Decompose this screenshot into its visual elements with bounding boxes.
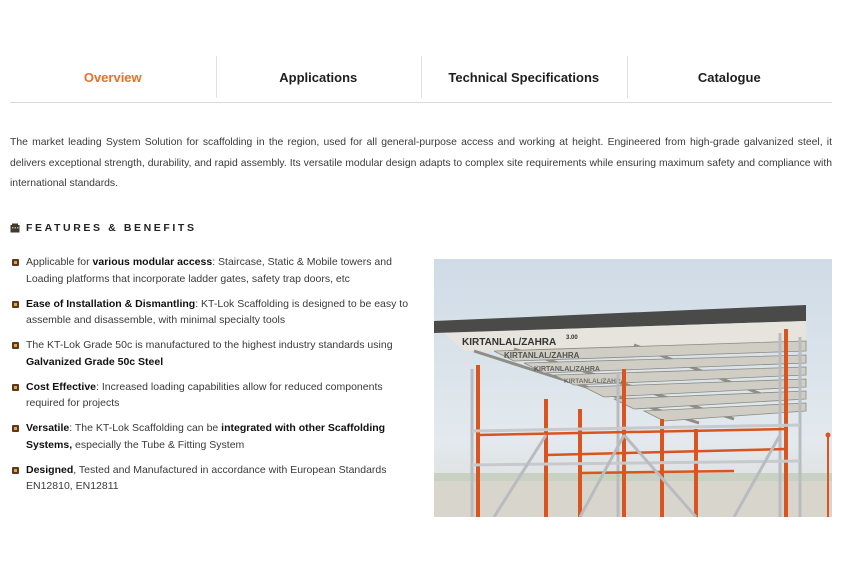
features-heading-text: FEATURES & BENEFITS bbox=[26, 222, 197, 234]
tab-technical-specifications[interactable]: Technical Specifications bbox=[421, 52, 627, 102]
square-bullet-icon bbox=[12, 342, 19, 349]
feature-item: Cost Effective: Increased loading capabilities allow for reduced components required for projects bbox=[10, 379, 420, 412]
feature-item: Ease of Installation & Dismantling: KT-Lok Scaffolding is designed to be easy to assemble and disassemble, with minimal specialty tools bbox=[10, 296, 420, 329]
scaffolding-photo bbox=[434, 259, 832, 517]
square-bullet-icon bbox=[12, 301, 19, 308]
square-bullet-icon bbox=[12, 259, 19, 266]
feature-item: Versatile: The KT-Lok Scaffolding can be integrated with other Scaffolding Systems, especially the Tube & Fitting System bbox=[10, 420, 420, 453]
square-bullet-icon bbox=[12, 467, 19, 474]
intro-paragraph: The market leading System Solution for scaffolding in the region, used for all general-purpose access and working at height. Engineered from high-grade galvanized steel, it delivers exceptional strength, durability, and rapid assembly. Its versatile modular design adapts to complex site requirements while ensuring maximum safety and compliance with international standards. bbox=[10, 137, 832, 189]
features-list bbox=[10, 254, 420, 503]
square-bullet-icon bbox=[12, 384, 19, 391]
tab-catalogue[interactable]: Catalogue bbox=[627, 52, 833, 102]
signage-text: KIRTANLAL/ZAHRA bbox=[564, 378, 626, 385]
signage-text: KIRTANLAL/ZAHRA bbox=[462, 337, 557, 348]
building-icon bbox=[10, 223, 20, 233]
feature-item: The KT-Lok Grade 50c is manufactured to the highest industry standards using Galvanized Grade 50c Steel bbox=[10, 337, 420, 370]
signage-text: KIRTANLAL/ZAHRA bbox=[534, 366, 600, 373]
features-heading bbox=[10, 222, 197, 234]
feature-item: Applicable for various modular access: Staircase, Static & Mobile towers and Loading platforms that incorporate ladder gates, safety trap doors, etc bbox=[10, 254, 420, 287]
signage-text: KIRTANLAL/ZAHRA bbox=[504, 351, 580, 360]
feature-item: Designed, Tested and Manufactured in accordance with European Standards EN12810, EN12811 bbox=[10, 462, 420, 495]
tab-applications[interactable]: Applications bbox=[216, 52, 422, 102]
tab-bar bbox=[10, 52, 832, 103]
tab-overview[interactable]: Overview bbox=[83, 69, 142, 85]
square-bullet-icon bbox=[12, 425, 19, 432]
signage-code: 3.00 bbox=[566, 335, 578, 341]
